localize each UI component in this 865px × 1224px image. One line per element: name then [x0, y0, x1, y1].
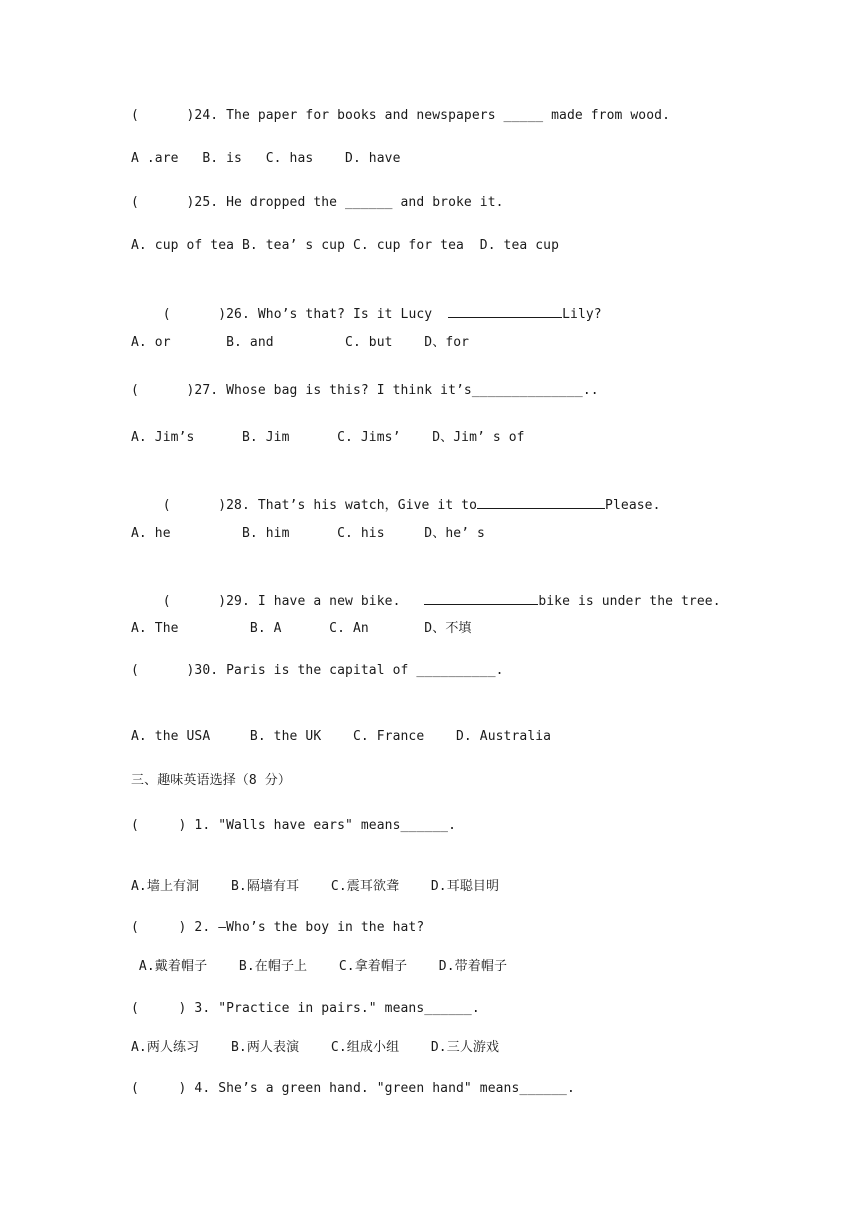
question-27: ( )27. Whose bag is this? I think it’s______________..	[131, 383, 599, 398]
question-26-tail: Lily?	[562, 307, 602, 322]
question-29-text: ( )29. I have a new bike.	[162, 594, 425, 609]
fun-question-4: ( ) 4. She’s a green hand. "green hand" means______.	[131, 1081, 575, 1096]
question-30: ( )30. Paris is the capital of __________.	[131, 663, 504, 678]
answer-blank	[448, 304, 562, 318]
fun-question-3-options: A.两人练习 B.两人表演 C.组成小组 D.三人游戏	[131, 1040, 500, 1055]
question-30-options: A. the USA B. the UK C. France D. Australia	[131, 729, 552, 744]
fun-question-3: ( ) 3. "Practice in pairs." means______.	[131, 1001, 480, 1016]
question-26-options: A. or B. and C. but D、for	[131, 335, 470, 350]
question-27-options: A. Jim’s B. Jim C. Jims’ D、Jim’ s of	[131, 430, 525, 445]
fun-question-1: ( ) 1. "Walls have ears" means______.	[131, 818, 456, 833]
question-25: ( )25. He dropped the ______ and broke it.	[131, 195, 504, 210]
question-25-options: A. cup of tea B. tea’ s cup C. cup for tea D. tea cup	[131, 238, 560, 253]
question-24-options: A .are B. is C. has D. have	[131, 151, 401, 166]
question-24: ( )24. The paper for books and newspapers _____ made from wood.	[131, 108, 671, 123]
question-29-tail: bike is under the tree.	[538, 594, 721, 609]
question-28-options: A. he B. him C. his D、he’ s	[131, 526, 485, 541]
question-29-options: A. The B. A C. An D、不填	[131, 621, 472, 636]
question-26-text: ( )26. Who’s that? Is it Lucy	[162, 307, 449, 322]
question-28-tail: Please.	[605, 498, 661, 513]
section-heading: 三、趣味英语选择（8 分）	[131, 773, 291, 788]
answer-blank	[477, 495, 605, 509]
fun-question-2: ( ) 2. —Who’s the boy in the hat?	[131, 920, 425, 935]
question-28-text: ( )28. That’s his watch，Give it to	[162, 498, 478, 513]
fun-question-1-options: A.墙上有洞 B.隔墙有耳 C.震耳欲聋 D.耳聪目明	[131, 879, 500, 894]
fun-question-2-options: A.戴着帽子 B.在帽子上 C.拿着帽子 D.带着帽子	[131, 959, 508, 974]
answer-blank	[424, 591, 538, 605]
